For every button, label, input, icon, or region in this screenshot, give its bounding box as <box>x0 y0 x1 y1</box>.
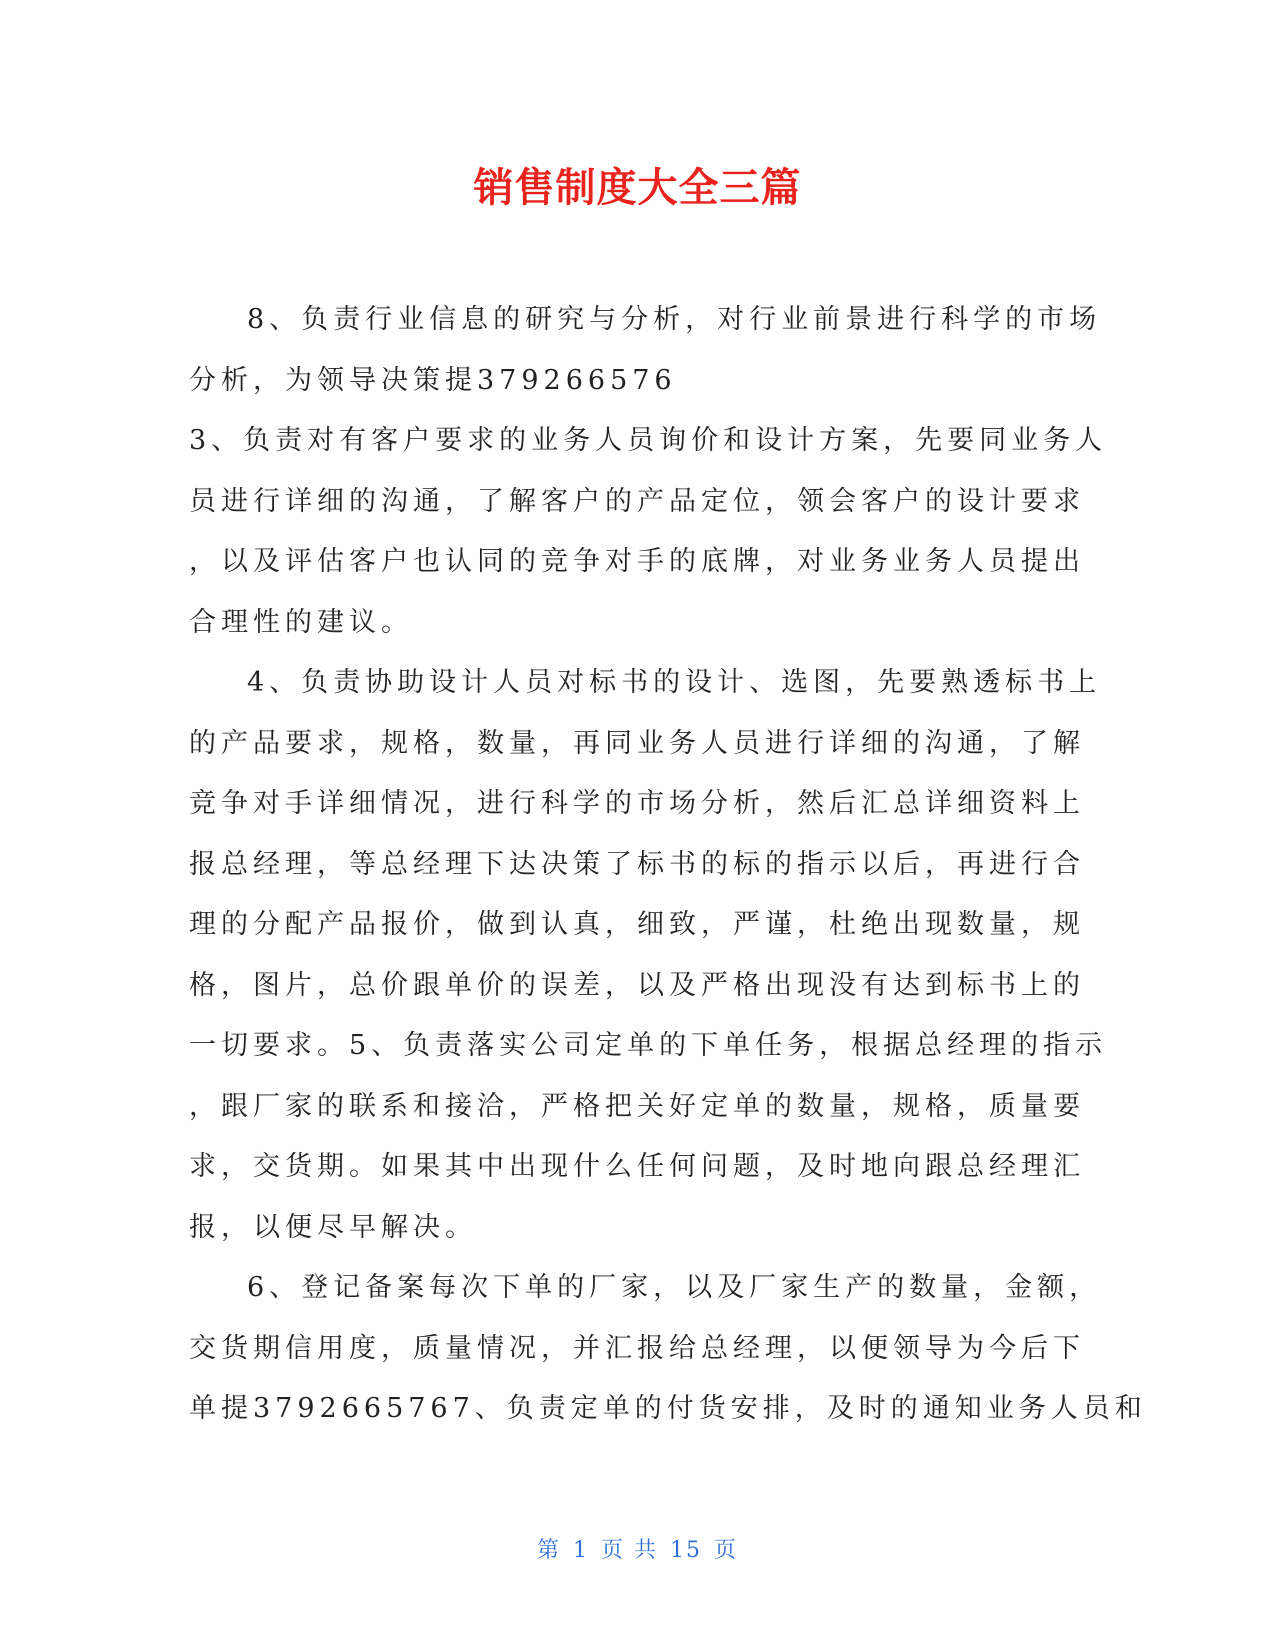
body-line: 求，交货期。如果其中出现什么任何问题，及时地向跟总经理汇 <box>189 1151 1085 1182</box>
page-number: 1 <box>573 1538 589 1563</box>
body-line: 分析，为领导决策提379266576 <box>189 364 677 396</box>
body-line: 理的分配产品报价，做到认真，细致，严谨，杜绝出现数量，规 <box>189 909 1085 940</box>
body-line: 的产品要求，规格，数量，再同业务人员进行详细的沟通，了解 <box>189 727 1085 759</box>
page-mid: 页 共 <box>601 1538 658 1563</box>
document-title: 销售制度大全三篇 <box>473 165 802 211</box>
body-line: 8、负责行业信息的研究与分析，对行业前景进行科学的市场 <box>247 304 1102 335</box>
document-body <box>189 290 1147 1440</box>
body-line: 6、登记备案每次下单的厂家，以及厂家生产的数量，金额， <box>247 1272 1102 1303</box>
body-line: 4、负责协助设计人员对标书的设计、选图，先要熟透标书上 <box>247 667 1102 698</box>
body-line: 格，图片，总价跟单价的误差，以及严格出现没有达到标书上的 <box>189 969 1085 1001</box>
page-footer <box>0 1536 1275 1566</box>
body-line: 一切要求。5、负责落实公司定单的下单任务，根据总经理的指示 <box>189 1030 1108 1061</box>
body-line: 竞争对手详细情况，进行科学的市场分析，然后汇总详细资料上 <box>189 788 1085 819</box>
body-line: 报总经理，等总经理下达决策了标书的标的指示以后，再进行合 <box>189 848 1085 880</box>
page-prefix: 第 <box>536 1538 561 1563</box>
body-line: ，跟厂家的联系和接洽，严格把关好定单的数量，规格，质量要 <box>189 1090 1085 1122</box>
body-line: 交货期信用度，质量情况，并汇报给总经理，以便领导为今后下 <box>189 1332 1085 1364</box>
body-line: 单提3792665767、负责定单的付货安排，及时的通知业务人员和 <box>189 1393 1147 1424</box>
body-line: ，以及评估客户也认同的竞争对手的底牌，对业务业务人员提出 <box>189 546 1085 577</box>
page-suffix: 页 <box>714 1538 739 1563</box>
body-line: 员进行详细的沟通，了解客户的产品定位，领会客户的设计要求 <box>189 485 1085 517</box>
body-line: 报，以便尽早解决。 <box>189 1211 477 1243</box>
body-line: 3、负责对有客户要求的业务人员询价和设计方案，先要同业务人 <box>189 425 1108 456</box>
page-total: 15 <box>670 1538 702 1563</box>
body-line: 合理性的建议。 <box>189 606 413 638</box>
